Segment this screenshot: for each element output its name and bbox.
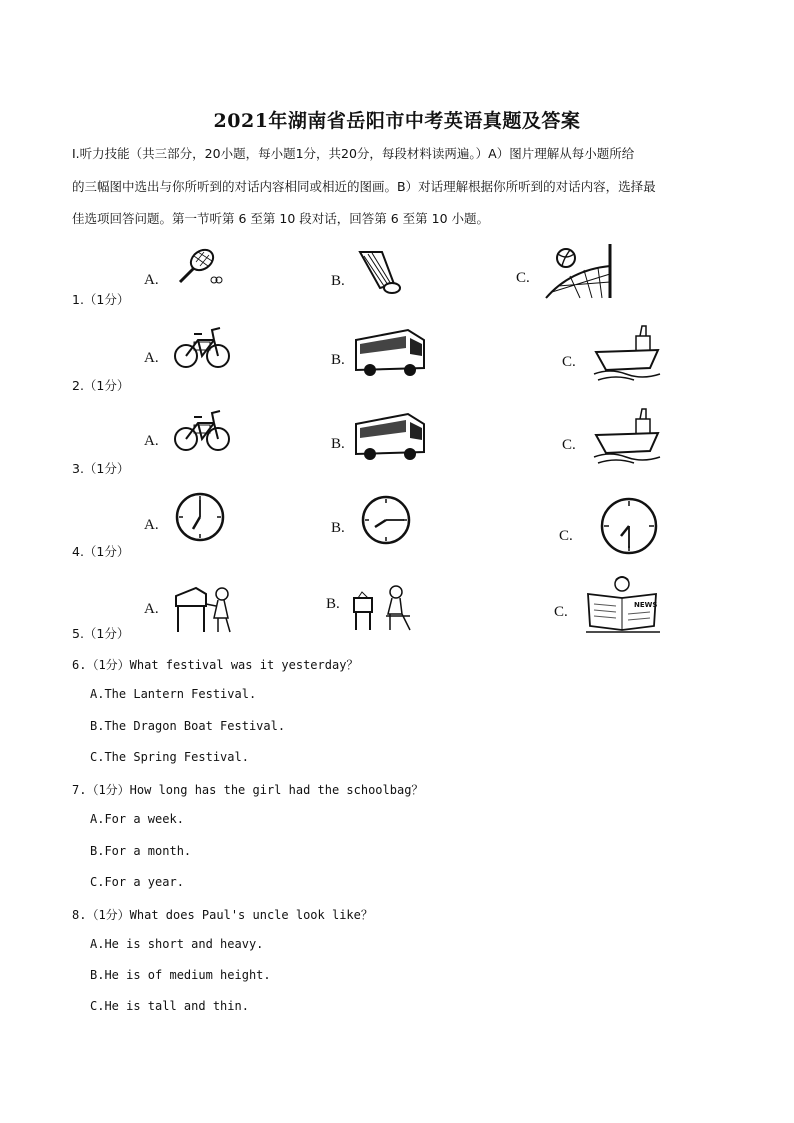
question-8-stem: 8.（1分）What does Paul's uncle look like？ — [72, 908, 373, 922]
person-reading-newspaper-icon — [582, 574, 664, 634]
option-label-c: C. — [562, 437, 576, 453]
question-8-choice-a: A.He is short and heavy. — [90, 937, 264, 951]
tennis-racket-icon — [172, 246, 226, 288]
option-label-c: C. — [554, 604, 568, 620]
ship-icon — [590, 322, 662, 382]
option-label-a: A. — [144, 433, 159, 449]
option-label-a: A. — [144, 272, 159, 288]
girl-watching-tv-icon — [350, 582, 414, 632]
question-8-choice-b: B.He is of medium height. — [90, 968, 271, 982]
page-title: 2021年湖南省岳阳市中考英语真题及答案 — [213, 110, 581, 132]
intro-line-2: 的三幅图中选出与你所听到的对话内容相同或相近的图画。B）对话理解根据你所听到的对话内容，选择最 — [72, 179, 656, 194]
option-label-a: A. — [144, 601, 159, 617]
volleyball-net-icon — [540, 242, 614, 300]
option-label-c: C. — [559, 528, 573, 544]
question-7-choice-c: C.For a year. — [90, 875, 184, 889]
question-7-choice-a: A.For a week. — [90, 812, 184, 826]
question-6-choice-a: A.The Lantern Festival. — [90, 687, 257, 701]
question-number-3: 3.（1分） — [72, 461, 130, 476]
clock-quarter-past-icon — [360, 494, 412, 546]
intro-line-1: Ⅰ.听力技能（共三部分，20小题，每小题1分，共20分，每段材料读两遍。）A）图片理解从每小题所给 — [72, 146, 635, 161]
bicycle-icon — [172, 322, 232, 370]
question-6-choice-b: B.The Dragon Boat Festival. — [90, 719, 286, 733]
shuttlecock-icon — [352, 248, 404, 296]
question-7-stem: 7.（1分）How long has the girl had the schoolbag？ — [72, 783, 424, 797]
question-7-choice-b: B.For a month. — [90, 844, 192, 858]
option-label-b: B. — [331, 273, 345, 289]
question-number-5: 5.（1分） — [72, 626, 130, 641]
option-label-c: C. — [562, 354, 576, 370]
bicycle-icon — [172, 405, 232, 453]
question-8-choice-c: C.He is tall and thin. — [90, 999, 249, 1013]
intro-line-3: 佳选项回答问题。第一节听第 6 至第 10 段对话，回答第 6 至第 10 小题。 — [72, 211, 490, 226]
option-label-c: C. — [516, 270, 530, 286]
bus-icon — [352, 326, 428, 378]
clock-seven-icon — [174, 491, 226, 543]
news-label: NEWS — [634, 601, 658, 609]
question-number-1: 1.（1分） — [72, 292, 130, 307]
ship-icon — [590, 405, 662, 465]
question-number-4: 4.（1分） — [72, 544, 130, 559]
question-6-stem: 6.（1分）What festival was it yesterday？ — [72, 658, 359, 672]
girl-playing-piano-icon — [172, 584, 236, 634]
option-label-b: B. — [331, 352, 345, 368]
bus-icon — [352, 410, 428, 462]
option-label-b: B. — [326, 596, 340, 612]
clock-half-past-icon — [599, 496, 659, 556]
option-label-a: A. — [144, 517, 159, 533]
option-label-a: A. — [144, 350, 159, 366]
question-6-choice-c: C.The Spring Festival. — [90, 750, 249, 764]
option-label-b: B. — [331, 520, 345, 536]
question-number-2: 2.（1分） — [72, 378, 130, 393]
option-label-b: B. — [331, 436, 345, 452]
